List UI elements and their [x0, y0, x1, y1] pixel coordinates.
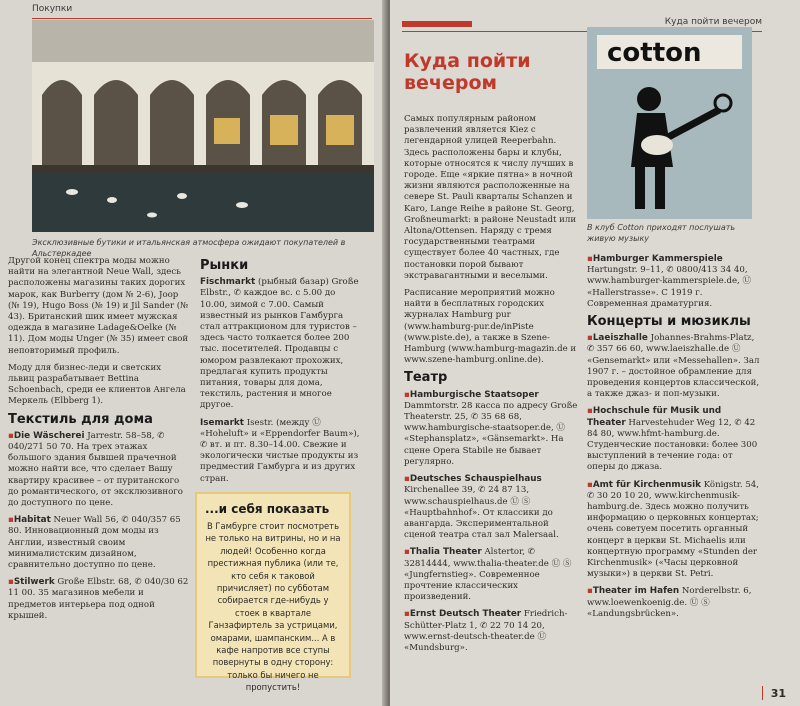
list-item: ▪Die Wäscherei Jarrestr. 58–58, ✆ 040/271 50 70. На трех этажах большого здания бывшей прачечной можно найти все, что сделает Вашу квартиру красивее – от пуританского до романтического, от эксклюзивного до доступного по цене. — [8, 430, 183, 509]
list-item: ▪Habitat Neuer Wall 56, ✆ 040/357 65 80. Инновационный дом моды из Англии, известный своим минималистским дизайном, сравнительно доступно по цене. — [8, 515, 181, 571]
tip-title: ...и себя показать — [205, 502, 330, 516]
poster-wordmark: cotton — [607, 38, 702, 68]
square-bullet-icon: ▪ — [404, 547, 410, 558]
concerts-section-title: Концерты и мюзиклы — [587, 314, 751, 330]
list-item: ▪Hamburgische Staatsoper Dammtorstr. 28 касса по адресу Große Theaterstr. 25, ✆ 35 68 68, www.hamburgische-staatsoper.de, Ⓤ «Stephansplatz», «Gänsemarkt». На сцене Opera Stabile не бывает регулярно. — [404, 389, 578, 467]
tip-text: В Гамбурге стоит посмотреть не только на витрины, но и на людей! Особенно когда престижная публика (или те, кто себя к таковой причисляет) по субботам собирается где-нибудь у стоек в квартале Ганзафиртель за устрицами, омарами, шампанским... А в кафе напротив все ступы повернуты в одну сторону: только бы ничего не пропустить! — [205, 521, 341, 693]
alsterarkaden-photo — [32, 20, 374, 232]
list-item: Isemarkt Isestr. (между Ⓤ «Hoheluft» и «Eppendorfer Baum»), ✆ вт. и пт. 8.30–14.00. Свежие и экологически чистые продукты из предместий Гамбурга и из других стран. — [200, 417, 360, 484]
list-item: ▪Hochschule für Musik und Theater Harvestehuder Weg 12, ✆ 42 84 80, www.hfmt-hamburg.de. Студенческие постановки: более 300 выступлений в течение года: от оперы до джаза. — [587, 406, 758, 473]
square-bullet-icon: ▪ — [404, 389, 410, 400]
right-column-1 — [404, 50, 580, 660]
list-item: ▪Theater im Hafen Norderelbstr. 6, www.loewenkoenig.de. Ⓤ Ⓢ «Landungsbrücken». — [587, 586, 752, 619]
square-bullet-icon: ▪ — [8, 515, 14, 526]
intro-paragraph-1: Другой конец спектра моды можно найти на элегантной Neue Wall, здесь расположены магазины таких дорогих марок, как Burberry (дом № 2-6), Joop (№ 19), Hugo Boss (№ 19) и Jil Sander (№ 43). Британский шик имеет мужская одежда в магазине Ladage&Oelke (№ 11). Дом моды Unger (№ 35) имеет свой неповторимый профиль. — [8, 256, 189, 356]
markets-section-title: Рынки — [200, 258, 249, 273]
left-page — [0, 0, 386, 706]
left-column-2 — [200, 256, 360, 491]
left-page-header — [32, 0, 372, 19]
left-column-1 — [8, 256, 190, 628]
list-item: ▪Amt für Kirchenmusik Königstr. 54, ✆ 30 20 10 20, www.kirchenmusik-hamburg.de. Здесь можно получить информацию о церковных концертах; очень советуем посетить органный концерт в церкви St. Michaelis или концертную программу «Stunden der Kirchenmusik» («Часы церковной музыки») в церкви St. Petri. — [587, 479, 760, 580]
square-bullet-icon: ▪ — [587, 479, 593, 490]
page-number-divider — [762, 686, 763, 700]
list-item: ▪Stilwerk Große Elbstr. 68, ✆ 040/30 62 11 00. 35 магазинов мебели и предметов интерьера под одной крышей. — [8, 577, 189, 621]
section-header: Куда пойти вечером — [664, 17, 762, 27]
list-item: ▪Deutsches Schauspielhaus Kirchenallee 39, ✆ 24 87 13, www.schauspielhaus.de Ⓤ Ⓢ «Hauptbahnhof». От классики до авангарда. Экспериментальной сценой театра стал зал Malersaal. — [404, 474, 559, 541]
chapter-title: Куда пойти вечером — [404, 50, 531, 94]
arcade-illustration — [32, 20, 374, 232]
square-bullet-icon: ▪ — [587, 333, 593, 344]
square-bullet-icon: ▪ — [587, 586, 593, 597]
tip-box — [195, 492, 351, 693]
page-number: 31 — [770, 687, 786, 700]
intro-paragraph-2: Моду для бизнес-леди и светских львиц разрабатывает Bettina Schoenbach, среди ее клиентов Ангела Меркель (Elbberg 1). — [8, 362, 186, 407]
list-item: ▪Laeiszhalle Johannes-Brahms-Platz, ✆ 357 66 60, www.laeiszhalle.de Ⓤ «Gensemarkt» или «Messehallen». Зал 1907 г. – достойное обрамление для проведения концертов классической, а также джаз- и поп-музыки. — [587, 333, 760, 400]
header-accent — [402, 21, 472, 27]
list-item: Fischmarkt (рыбный базар) Große Elbstr., ✆ каждое вс. с 5.00 до 10.00, зимой с 7.00. Самый известный из рынков Гамбурга стал аттракционом для туристов – здесь часто толкается более 200 тыс. посетителей. Продавцы с юмором развлекают прохожих, предлагая купить продукты питания, товары для дома, текстиль, растения и многое другое. — [200, 277, 359, 411]
right-column-2 — [587, 254, 762, 626]
cotton-club-photo — [587, 27, 752, 219]
textile-section-title: Текстиль для дома — [8, 411, 153, 427]
square-bullet-icon: ▪ — [587, 406, 593, 417]
guitarist-poster — [587, 27, 752, 219]
section-header: Покупки — [32, 4, 73, 14]
photo-caption: В клуб Cotton приходят послушать живую музыку — [587, 223, 736, 243]
photo-caption: Эксклюзивные бутики и итальянская атмосфера ожидают покупателей в Альстеркадее — [32, 238, 346, 258]
intro-paragraph-2: Расписание мероприятий можно найти в бесплатных городских журналах Hamburg pur (www.hamburg-pur.de/inPiste (www.piste.de), а также в Szene-Hamburg (www.hamburg-magazin.de и www.szene-hamburg.online.de). — [404, 288, 577, 366]
square-bullet-icon: ▪ — [404, 474, 410, 485]
list-item: ▪Hamburger Kammerspiele Hartungstr. 9–11, ✆ 0800/413 34 40, www.hamburger-kammerspiele.de, Ⓤ «Hallerstrasse». С 1919 г. Современная драматургия. — [587, 254, 752, 309]
list-item: ▪Thalia Theater Alstertor, ✆ 32814444, www.thalia-theater.de Ⓤ Ⓢ «Jungfernstieg». Современное прочтение классических произведений. — [404, 547, 572, 603]
theatre-section-title: Театр — [404, 370, 448, 386]
list-item: ▪Ernst Deutsch Theater Friedrich-Schütter-Platz 1, ✆ 22 70 14 20, www.ernst-deutsch-theater.de Ⓤ «Mundsburg». — [404, 609, 568, 653]
square-bullet-icon: ▪ — [404, 609, 410, 620]
square-bullet-icon: ▪ — [8, 577, 14, 588]
square-bullet-icon: ▪ — [587, 254, 593, 264]
intro-paragraph-1: Самых популярным районом развлечений является Kiez с легендарной улицей Reeperbahn. Здесь расположены бары и клубы, которые относятся к числу лучших в городе. Еще «яркие пятна» в ночной жизни являются расположенные на севере St. Pauli кварталы Schanzen и Karo, Lange Reihe в районе St. Georg, Großneumarkt: в районе Neustadt или Altona/Ottensen. Наряду с тремя государственными театрами существует более 40 частных, где постановки порой бывают экстравагантными и веселыми. — [404, 114, 577, 281]
square-bullet-icon: ▪ — [8, 430, 14, 441]
right-page — [390, 0, 800, 706]
